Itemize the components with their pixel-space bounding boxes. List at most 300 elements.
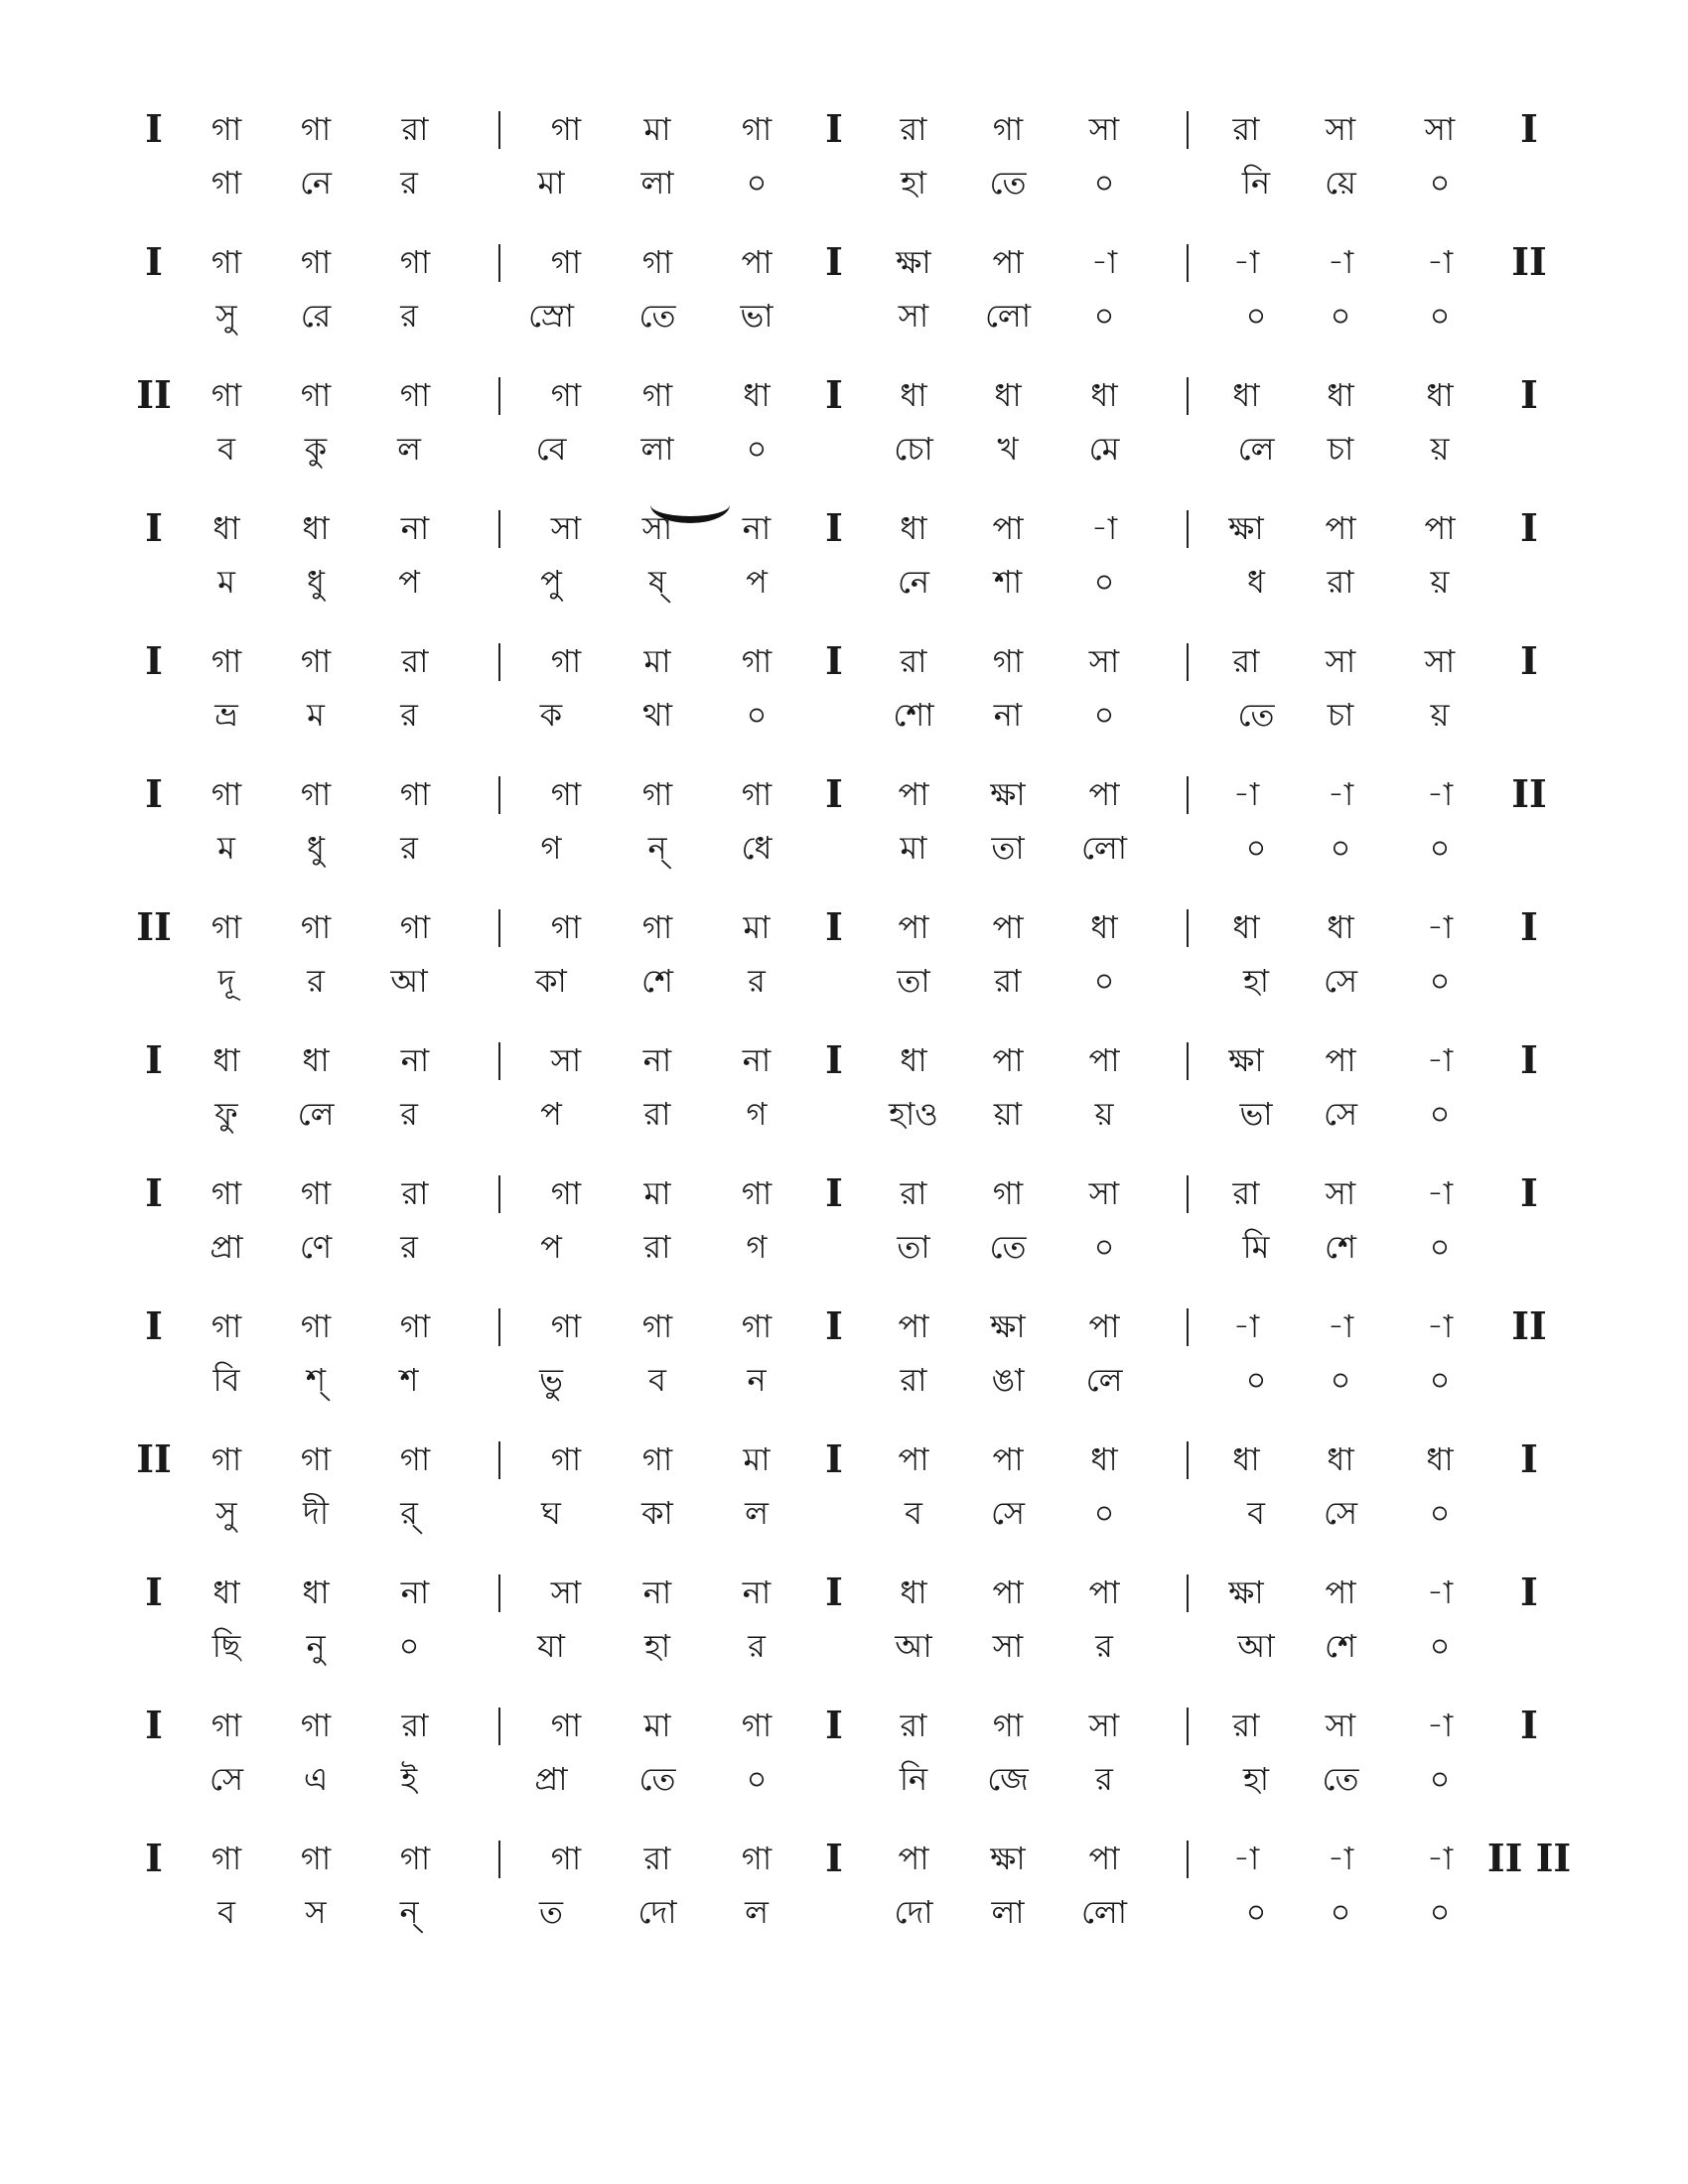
note: গা: [300, 1440, 332, 1478]
lyric-syllable: চো: [894, 430, 933, 468]
lyric-syllable: ০: [1429, 1627, 1451, 1665]
section-marker-close: I: [1520, 372, 1538, 417]
section-marker-close: I: [1520, 638, 1538, 683]
note: সা: [1088, 1706, 1120, 1744]
note: গা: [741, 1840, 773, 1877]
lyric-syllable: স: [305, 1893, 327, 1931]
note: না: [400, 1041, 430, 1079]
note: ক্ষা: [1228, 1041, 1264, 1079]
section-marker-open: II: [136, 372, 172, 417]
lyric-syllable: লে: [297, 1095, 335, 1133]
lyric-syllable: ০: [1245, 829, 1267, 867]
bar-line: [1187, 244, 1189, 282]
section-marker-mid: I: [825, 638, 843, 683]
lyric-syllable: পু: [540, 563, 562, 601]
section-marker-close: I: [1520, 1570, 1538, 1614]
lyric-syllable: ০: [1429, 1494, 1451, 1532]
lyric-syllable: হা: [643, 1627, 671, 1665]
note: ধা: [1327, 1440, 1354, 1478]
lyric-syllable: লা: [640, 164, 674, 202]
note: গা: [550, 1706, 582, 1744]
lyric-syllable: ক: [539, 696, 563, 734]
note: -া: [1232, 1840, 1260, 1877]
lyric-syllable: ০: [1093, 297, 1115, 335]
lyric-syllable: প্রা: [534, 1760, 568, 1798]
note: গা: [550, 376, 582, 414]
bar-line: [1187, 1308, 1189, 1346]
note: গা: [399, 908, 431, 946]
section-marker-open: I: [145, 1703, 163, 1747]
note: রা: [401, 1174, 429, 1212]
note: পা: [1325, 1041, 1356, 1079]
note: সা: [1325, 1706, 1356, 1744]
section-marker-open: I: [145, 771, 163, 816]
note: মা: [743, 908, 771, 946]
lyric-syllable: রা: [643, 1228, 671, 1266]
lyric-syllable: র: [748, 1627, 766, 1665]
note: পা: [992, 1573, 1024, 1611]
bar-line: [498, 1707, 500, 1745]
lyric-syllable: ০: [1093, 962, 1115, 1000]
note: রা: [1232, 1174, 1260, 1212]
lyric-syllable: ০: [1093, 696, 1115, 734]
lyric-syllable: রা: [1327, 563, 1354, 601]
lyric-syllable: শে: [1325, 1627, 1356, 1665]
note: -া: [1327, 243, 1354, 281]
note: ক্ষা: [1228, 1573, 1264, 1611]
bar-line: [1187, 1175, 1189, 1213]
note: ধা: [1090, 1440, 1118, 1478]
section-marker-mid: I: [825, 1836, 843, 1880]
lyric-syllable: লা: [991, 1893, 1025, 1931]
lyric-syllable: শো: [893, 696, 934, 734]
lyric-syllable: সা: [898, 297, 929, 335]
lyric-syllable: সে: [209, 1760, 244, 1798]
lyric-syllable: র: [400, 829, 418, 867]
note: গা: [992, 642, 1024, 680]
note: মা: [643, 642, 671, 680]
lyric-syllable: প: [540, 1228, 562, 1266]
lyric-syllable: শ: [399, 1361, 419, 1399]
notation-line: [0, 106, 1688, 218]
note: গা: [211, 1840, 242, 1877]
lyric-syllable: ধে: [741, 829, 773, 867]
section-marker-open: II: [136, 904, 172, 949]
note: পা: [898, 1307, 929, 1345]
section-marker-close: I: [1520, 1436, 1538, 1481]
lyric-syllable: দূ: [217, 962, 235, 1000]
lyric-syllable: ব: [905, 1494, 922, 1532]
note: ধা: [212, 509, 240, 547]
lyric-syllable: স্রো: [528, 297, 574, 335]
lyric-syllable: তে: [638, 297, 676, 335]
lyric-syllable: শা: [993, 563, 1023, 601]
bar-line: [1187, 909, 1189, 947]
note: ধা: [743, 376, 771, 414]
bar-line: [498, 244, 500, 282]
lyric-syllable: ০: [1429, 829, 1451, 867]
note: মা: [743, 1440, 771, 1478]
note: পা: [1088, 1840, 1120, 1877]
bar-line: [498, 1175, 500, 1213]
note: গা: [399, 1440, 431, 1478]
lyric-syllable: য়: [1430, 696, 1450, 734]
lyric-syllable: ০: [746, 164, 768, 202]
note: -া: [1426, 1174, 1454, 1212]
note: গা: [550, 1840, 582, 1877]
lyric-syllable: ০: [1093, 563, 1115, 601]
note: গা: [211, 775, 242, 813]
note: না: [742, 1041, 772, 1079]
note: গা: [641, 775, 673, 813]
lyric-syllable: দো: [894, 1893, 933, 1931]
note: গা: [741, 1307, 773, 1345]
note: ধা: [1232, 908, 1260, 946]
lyric-syllable: ছি: [211, 1627, 241, 1665]
note: পা: [992, 1041, 1024, 1079]
lyric-syllable: ০: [1429, 297, 1451, 335]
note: গা: [550, 1174, 582, 1212]
note: গা: [211, 1440, 242, 1478]
bar-line: [1187, 510, 1189, 548]
section-marker-open: I: [145, 1836, 163, 1880]
section-marker-open: I: [145, 505, 163, 550]
note: ক্ষা: [896, 243, 931, 281]
note: সা: [550, 1041, 582, 1079]
note: না: [742, 509, 772, 547]
lyric-syllable: ধু: [307, 829, 325, 867]
lyric-syllable: ল: [397, 430, 421, 468]
lyric-syllable: থা: [641, 696, 673, 734]
lyric-syllable: শে: [1325, 1228, 1356, 1266]
note: গা: [399, 775, 431, 813]
note: রা: [1232, 1706, 1260, 1744]
note: গা: [399, 1840, 431, 1877]
lyric-syllable: র: [1095, 1627, 1113, 1665]
note: গা: [300, 243, 332, 281]
lyric-syllable: গা: [211, 164, 242, 202]
section-marker-close: I: [1520, 505, 1538, 550]
lyric-syllable: রে: [300, 297, 332, 335]
lyric-syllable: জে: [987, 1760, 1029, 1798]
notation-line: [0, 1037, 1688, 1150]
bar-line: [1187, 1441, 1189, 1479]
note: গা: [550, 1440, 582, 1478]
lyric-syllable: ভ্র: [214, 696, 238, 734]
note: ধা: [302, 1041, 330, 1079]
note: গা: [211, 1706, 242, 1744]
section-marker-mid: I: [825, 106, 843, 151]
lyric-syllable: ০: [398, 1627, 420, 1665]
lyric-syllable: ০: [1429, 1095, 1451, 1133]
note: মা: [643, 1174, 671, 1212]
section-marker-open: I: [145, 1037, 163, 1082]
section-marker-mid: I: [825, 1436, 843, 1481]
note: রা: [401, 1706, 429, 1744]
notation-line: [0, 1836, 1688, 1948]
note: পা: [992, 908, 1024, 946]
lyric-syllable: হা: [1242, 962, 1270, 1000]
note: ধা: [302, 1573, 330, 1611]
notation-line: [0, 771, 1688, 884]
lyric-syllable: না: [993, 696, 1023, 734]
note: গা: [211, 908, 242, 946]
lyric-syllable: রা: [900, 1361, 927, 1399]
note: গা: [300, 908, 332, 946]
notation-line: [0, 1703, 1688, 1815]
lyric-syllable: লো: [1080, 829, 1128, 867]
lyric-syllable: ভা: [1239, 1095, 1273, 1133]
lyric-syllable: র্: [400, 1494, 418, 1532]
lyric-syllable: ০: [1429, 1361, 1451, 1399]
note: ধা: [1090, 376, 1118, 414]
note: গা: [641, 1307, 673, 1345]
note: ধা: [1426, 1440, 1454, 1478]
lyric-syllable: ০: [1330, 1361, 1351, 1399]
lyric-syllable: য়া: [993, 1095, 1023, 1133]
note: গা: [641, 1440, 673, 1478]
note: গা: [300, 1307, 332, 1345]
note: না: [642, 1573, 672, 1611]
note: ধা: [900, 1041, 927, 1079]
note: রা: [900, 642, 927, 680]
note: পা: [898, 908, 929, 946]
note: সা: [1325, 642, 1356, 680]
lyric-syllable: র: [400, 297, 418, 335]
lyric-syllable: তে: [1322, 1760, 1359, 1798]
section-marker-open: II: [136, 1436, 172, 1481]
lyric-syllable: কা: [641, 1494, 673, 1532]
lyric-syllable: লে: [1237, 430, 1275, 468]
lyric-syllable: ঙা: [991, 1361, 1025, 1399]
note: ক্ষা: [990, 1840, 1026, 1877]
lyric-syllable: রা: [643, 1095, 671, 1133]
note: ধা: [900, 509, 927, 547]
lyric-syllable: তে: [1237, 696, 1275, 734]
lyric-syllable: যা: [537, 1627, 565, 1665]
lyric-syllable: কু: [304, 430, 328, 468]
lyric-syllable: ধু: [307, 563, 325, 601]
lyric-syllable: প: [398, 563, 420, 601]
lyric-syllable: খ: [997, 430, 1019, 468]
note: রা: [900, 1174, 927, 1212]
note: সা: [1088, 642, 1120, 680]
note: গা: [741, 642, 773, 680]
lyric-syllable: ০: [1093, 1494, 1115, 1532]
lyric-syllable: নে: [897, 563, 930, 601]
lyric-syllable: হা: [900, 164, 927, 202]
lyric-syllable: ০: [1330, 297, 1351, 335]
note: মা: [643, 1706, 671, 1744]
note: -া: [1426, 1041, 1454, 1079]
lyric-syllable: ০: [1245, 1361, 1267, 1399]
note: মা: [643, 110, 671, 148]
lyric-syllable: র: [400, 1228, 418, 1266]
note: পা: [1088, 775, 1120, 813]
note: পা: [898, 1440, 929, 1478]
section-marker-open: I: [145, 106, 163, 151]
lyric-syllable: আ: [390, 962, 428, 1000]
lyric-syllable: সু: [215, 1494, 237, 1532]
note: ধা: [994, 376, 1022, 414]
lyric-syllable: গ: [746, 1228, 768, 1266]
lyric-syllable: ই: [400, 1760, 418, 1798]
section-marker-open: I: [145, 1303, 163, 1348]
note: -া: [1327, 1840, 1354, 1877]
bar-line: [498, 111, 500, 149]
note: গা: [741, 1706, 773, 1744]
note: গা: [550, 1307, 582, 1345]
lyric-syllable: র: [307, 962, 325, 1000]
bar-line: [498, 1042, 500, 1080]
lyric-syllable: তে: [638, 1760, 676, 1798]
notation-line: [0, 1572, 1688, 1682]
note: না: [642, 1041, 672, 1079]
section-marker-close: I: [1520, 1037, 1538, 1082]
bar-line: [1187, 643, 1189, 681]
lyric-syllable: ০: [746, 696, 768, 734]
lyric-syllable: ম: [217, 563, 235, 601]
note: গা: [550, 110, 582, 148]
lyric-syllable: ব: [217, 1893, 235, 1931]
lyric-syllable: র: [400, 164, 418, 202]
lyric-syllable: ০: [1429, 164, 1451, 202]
lyric-syllable: ০: [1245, 1893, 1267, 1931]
lyric-syllable: ০: [1245, 297, 1267, 335]
note: গা: [992, 1706, 1024, 1744]
section-marker-close: II II: [1486, 1836, 1572, 1880]
note: ক্ষা: [1228, 509, 1264, 547]
note: গা: [550, 775, 582, 813]
lyric-syllable: গ: [540, 829, 562, 867]
note: ধা: [1232, 1440, 1260, 1478]
note: রা: [900, 110, 927, 148]
note: সা: [550, 509, 582, 547]
notation-line: [0, 505, 1688, 617]
lyric-syllable: য়: [1430, 430, 1450, 468]
note: সা: [1325, 110, 1356, 148]
notation-line: [0, 904, 1688, 1017]
lyric-syllable: ০: [1093, 164, 1115, 202]
note: গা: [641, 908, 673, 946]
lyric-syllable: শ্: [305, 1361, 327, 1399]
note: -া: [1426, 1573, 1454, 1611]
lyric-syllable: তে: [989, 1228, 1027, 1266]
note: ধা: [1327, 908, 1354, 946]
note: গা: [550, 908, 582, 946]
section-marker-open: I: [145, 1570, 163, 1614]
lyric-syllable: নে: [299, 164, 333, 202]
bar-line: [1187, 1841, 1189, 1878]
note: ধা: [1232, 376, 1260, 414]
bar-line: [498, 377, 500, 415]
note: -া: [1426, 243, 1454, 281]
note: গা: [641, 243, 673, 281]
lyric-syllable: সু: [215, 297, 237, 335]
lyric-syllable: য়ে: [1325, 164, 1356, 202]
note: গা: [300, 1840, 332, 1877]
note: পা: [992, 1440, 1024, 1478]
lyric-syllable: মা: [537, 164, 565, 202]
lyric-syllable: হা: [1242, 1760, 1270, 1798]
section-marker-mid: I: [825, 1170, 843, 1215]
section-marker-open: I: [145, 1170, 163, 1215]
section-marker-open: I: [145, 638, 163, 683]
lyric-syllable: মি: [1242, 1228, 1270, 1266]
lyric-syllable: রা: [994, 962, 1022, 1000]
lyric-syllable: ০: [1429, 1228, 1451, 1266]
section-marker-close: I: [1520, 1703, 1538, 1747]
lyric-syllable: ব: [217, 430, 235, 468]
lyric-syllable: ০: [1429, 1760, 1451, 1798]
bar-line: [498, 643, 500, 681]
lyric-syllable: য়: [1094, 1095, 1114, 1133]
note: গা: [300, 376, 332, 414]
note: গা: [300, 1706, 332, 1744]
lyric-syllable: আ: [895, 1627, 932, 1665]
note: ধা: [900, 376, 927, 414]
lyric-syllable: র: [400, 696, 418, 734]
lyric-syllable: চা: [1327, 430, 1354, 468]
lyric-syllable: ত: [538, 1893, 564, 1931]
lyric-syllable: নু: [306, 1627, 326, 1665]
section-marker-close: I: [1520, 904, 1538, 949]
lyric-syllable: সা: [992, 1627, 1024, 1665]
lyric-syllable: ০: [746, 430, 768, 468]
note: পা: [992, 243, 1024, 281]
section-marker-close: I: [1520, 106, 1538, 151]
note: রা: [1232, 642, 1260, 680]
note: পা: [1424, 509, 1456, 547]
note: পা: [898, 775, 929, 813]
lyric-syllable: লো: [1080, 1893, 1128, 1931]
note: সা: [550, 1573, 582, 1611]
note: পা: [1088, 1041, 1120, 1079]
note: পা: [1088, 1307, 1120, 1345]
note: গা: [211, 1307, 242, 1345]
lyric-syllable: র: [400, 1095, 418, 1133]
note: গা: [300, 775, 332, 813]
lyric-syllable: ধ: [1247, 563, 1265, 601]
lyric-syllable: নি: [1241, 164, 1271, 202]
note: পা: [1088, 1573, 1120, 1611]
bar-line: [498, 1441, 500, 1479]
note: -া: [1090, 509, 1118, 547]
lyric-syllable: ভা: [740, 297, 774, 335]
note: গা: [399, 376, 431, 414]
lyric-syllable: সে: [1323, 1494, 1358, 1532]
note: গা: [550, 642, 582, 680]
lyric-syllable: ন্: [647, 829, 667, 867]
note: গা: [211, 376, 242, 414]
note: গা: [211, 642, 242, 680]
lyric-syllable: ঘ: [541, 1494, 561, 1532]
lyric-syllable: ব: [1247, 1494, 1265, 1532]
note: গা: [300, 642, 332, 680]
section-marker-mid: I: [825, 904, 843, 949]
lyric-syllable: প্রা: [210, 1228, 243, 1266]
lyric-syllable: য়: [1430, 563, 1450, 601]
lyric-syllable: বি: [212, 1361, 240, 1399]
note: গা: [300, 1174, 332, 1212]
note: গা: [741, 1174, 773, 1212]
lyric-syllable: কা: [535, 962, 567, 1000]
section-marker-mid: I: [825, 372, 843, 417]
note: গা: [211, 1174, 242, 1212]
note: রা: [401, 110, 429, 148]
notation-line: [0, 1303, 1688, 1416]
bar-line: [498, 510, 500, 548]
